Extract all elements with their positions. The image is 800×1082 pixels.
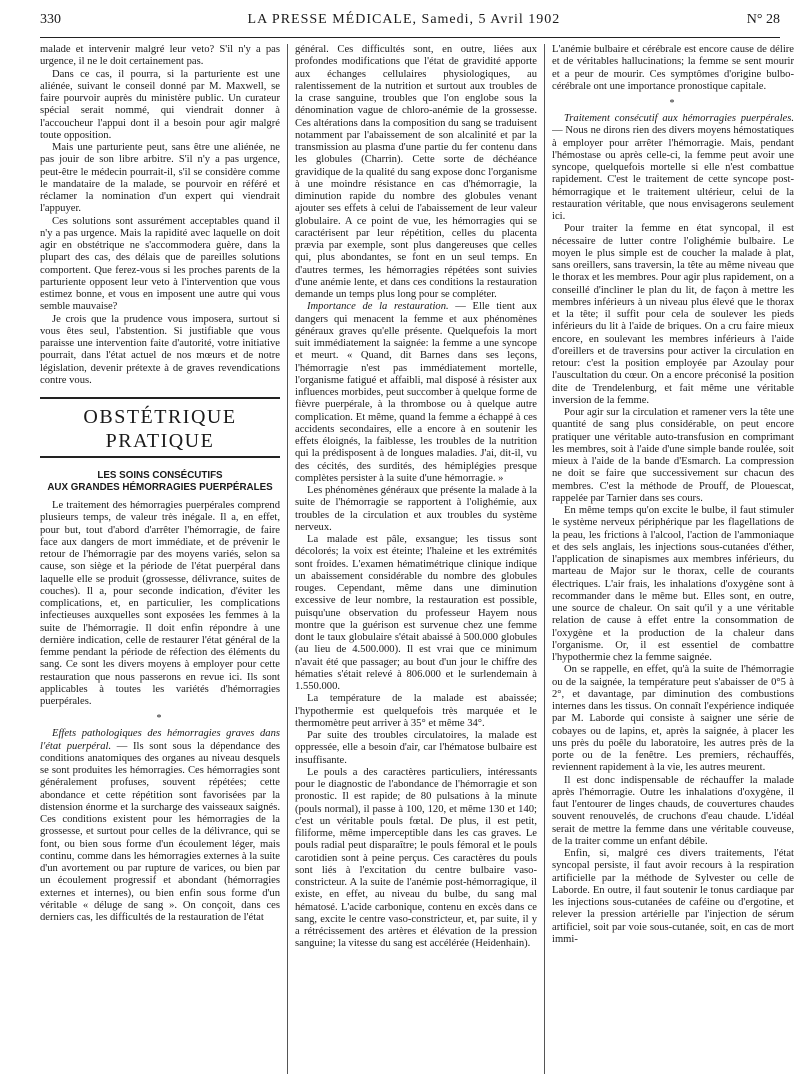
paragraph: Je crois que la prudence vous imposera, surtout si vous êtes seul, l'abstention. Si justifiable que vous paraisse une intervention faite d'autorité, votre initiative pourrait, dans l'état actuel de nos mœurs et de notre législation, devenir prétexte à de graves revendications contre vous. <box>40 313 280 386</box>
paragraph: Mais une parturiente peut, sans être une aliénée, ne pas jouir de son libre arbitre. S'il n'y a pas urgence, peut-être le médecin pourrait-il, s'il se considère comme le mandataire de la malade, se pourvoir en référé et réclamer la nomination d'un expert qui viendrait l'appuyer. <box>40 142 280 215</box>
paragraph-heading: Importance de la restauration. <box>307 301 449 313</box>
paragraph: La température de la malade est abaissée; l'hypothermie est quelquefois très marquée et le thermomètre peut arriver à 35° et même 34°. <box>295 693 537 729</box>
paragraph: malade et intervenir malgré leur veto? S'il n'y a pas urgence, il ne le doit certainement pas. <box>40 44 280 68</box>
paragraph: Le pouls a des caractères particuliers, intéressants pour le diagnostic de l'abondance de l'hémorragie et son pronostic. Il est rapide; de 80 pulsations à la minute (pouls normal), il passe à 100, 120, et même 130 et 140; c'est un véritable pouls fœtal. De plus, il est petit, filiforme, même imperceptible dans les cas graves. Le pouls radial peut disparaître; le pouls fémoral et le pouls carotidien sont à peine perçus. Ces caractères du pouls sont liés à l'excitation du centre bulbaire vaso-constricteur. A la suite de l'anémie post-hémorragique, il existe, en effet, au niveau du bulbe, du sang mal hématosé. L'acide carbonique, contenu en excès dans ce sang, excite le centre vaso-constricteur, et, par suite, il y a rétrécissement des artères et élévation de la pression sanguine; la vitesse du sang est accélérée (Heidenhain). <box>295 766 537 950</box>
column-rule <box>544 44 545 1074</box>
article-title <box>40 470 280 494</box>
paragraph: On se rappelle, en effet, qu'à la suite de l'hémorragie ou de la saignée, la température peut s'abaisser de 0°5 à 2°, et davantage, par diminution des combustions internes dans les tissus. On connaît l'expérience indiquée par M. Laborde qui consiste à saigner une série de cobayes ou de lapins, et, après la saignée, à placer les uns près du poêle du laboratoire, les autres près de la porte ou de la fenêtre. Les premiers, réchauffés, reviennent rapidement à la vie, les autres meurent. <box>552 664 794 774</box>
column-3 <box>552 44 794 1074</box>
article-columns <box>40 44 794 1074</box>
paragraph <box>552 113 794 223</box>
paragraph: Enfin, si, malgré ces divers traitements, l'état syncopal persiste, il faut avoir recours à la respiration artificielle par la méthode de Sylvester ou celle de Laborde. En outre, il faut soutenir le tonus cardiaque par les injections sous-cutanées de caféine ou d'ergotine, et relever la pression artérielle par l'injection de sérum artificiel, soit par voie sous-cutanée, soit, en cas de mort immi- <box>552 848 794 945</box>
paragraph: Les phénomènes généraux que présente la malade à la suite de l'hémorragie se rapportent à l'olighémie, aux troubles de la circulation et aux troubles du système nerveux. <box>295 485 537 533</box>
paragraph-body: — Nous ne dirons rien des divers moyens hémostatiques à employer pour arrêter l'hémorragie. Mais, pendant l'hémostase ou après celle-ci, la femme peut avoir une syncope, quelquefois mortelle si elle n'est combattue rapidement. C'est le traitement de cette syncope post-hémorragique et le traitement ultérieur, celui de la restauration véritable, que nous envisagerons seulement ici. <box>552 125 794 222</box>
paragraph-body: — Ils sont sous la dépendance des conditions anatomiques des organes au niveau desquels se sont produites les hémorragies. Ces hémorragies sont généralement profuses, souvent répétées; cette abondance et cette répétition sont favorisées par la distension énorme et la surcharge des vaisseaux saignés. Ces conditions existent pour les hémorragies de la grossesse, et surtout pour celles de la délivrance, qui se font, ou bien sous forme d'un écoulement léger, mais continu, comme dans les hémorragies externes à la suite d'un avortement ou par rupture de varices, ou bien par un écoulement progressif et abondant (hémorragies externes et internes), ou bien enfin sous forme d'un véritable « déluge de sang ». On conçoit, dans ces derniers cas, les difficultés de la restauration de l'état <box>40 740 280 923</box>
paragraph-heading: Effets pathologiques des hémorragies graves dans l'état puerpéral. <box>40 728 280 752</box>
paragraph: Pour traiter la femme en état syncopal, il est nécessaire de lutter contre l'olighémie bulbaire. Le moyen le plus simple est de coucher la malade à plat, sans oreillers, sans traversin, la tête au même niveau que le thorax et les membres. Pour agir plus rapidement, on a conseillé d'incliner le plan du lit, de façon à mettre les membres inférieurs à un niveau plus élevé que le thorax et la tête; il suffit pour cela de soulever les pieds inférieurs du lit à l'aide de briques. On a cru faire mieux encore, en soulevant les membres inférieurs à l'aide d'oreillers et de traversins pour activer la circulation en retour: c'est la position employée par Azoulay pour l'auscultation du cœur. On a encore préconisé la position dite de Trendelenburg, et fait même une véritable inversion de la femme. <box>552 223 794 406</box>
paragraph: Par suite des troubles circulatoires, la malade est oppressée, elle a besoin d'air, car l'hématose bulbaire est insuffisante. <box>295 730 537 766</box>
paragraph: La malade est pâle, exsangue; les tissus sont décolorés; la voix est éteinte; l'haleine et les extrémités sont froides. L'examen hématimétrique clinique indique un abaissement considérable du nombre des globules rouges. Cependant, même dans une diminution excessive de leur nombre, la restauration est possible, puisqu'une observation du professeur Hayem nous montre que la guérison est survenue chez une femme dont le taux globulaire s'était abaissé à 500.000 globules (au lieu de 4.500.000). Il est vrai que ce minimum n'avait été que passager; au bout d'un jour le chiffre des hématies s'était relevé à 806.000 et le surlendemain à 1.550.000. <box>295 534 537 692</box>
paragraph: Ces solutions sont assurément acceptables quand il n'y a pas urgence. Mais la rapidité avec laquelle on doit agir en obstétrique ne s'accommodera guère, dans la plupart des cas, des délais que de pareilles solutions comportent. Que ferez-vous si les proches parents de la parturiente opposent leur veto à l'intervention que vous estimez bonne, et vous en imposent une autre qui vous semble mauvaise? <box>40 215 280 313</box>
paragraph-heading: Traitement consécutif aux hémorragies puerpérales. <box>564 113 794 124</box>
column-rule <box>287 44 288 1074</box>
paragraph: Le traitement des hémorragies puerpérales comprend plusieurs temps, de valeur très inégale. Il a, en effet, pour but, tout d'abord d'arrêter l'hémorragie, de faire face aux dangers de mort immédiate, et de prévenir le retour de l'hémorragie par des moyens variés, selon sa cause, son siège et la période de l'état puerpéral dans laquelle elle se produit (grossesse, délivrance, suites de couches). Il a, pour seconde indication, d'éviter les complications, et, en particulier, les complications infectieuses auxquelles sont exposées les femmes à la suite de l'hémorragie. Il doit enfin répondre à une dernière indication, celle de restaurer l'état général de la femme pendant la période de réfection des éléments du sang. Ce sont les divers moyens à employer pour cette restauration que nous passerons en revue ici. Ils sont applicables à toutes les variétés d'hémorragies puerpérales. <box>40 500 280 707</box>
section-separator: * <box>669 98 677 109</box>
article-title-line-1: LES SOINS CONSÉCUTIFS <box>97 470 223 481</box>
paragraph-body: — Elle tient aux dangers qui menacent la femme et aux phénomènes généraux graves qu'elle présente. Quelquefois la mort suit immédiatement la saignée: la femme a une syncope et meurt. « Quand, dit Barnes dans ses leçons, l'hémorragie n'est pas immédiatement mortelle, l'organisme fatigué et affaibli, mal disposé à résister aux influences morbides, peut succomber à quelque forme de fièvre puerpérale, à la thrombose ou à quelque autre complication. Et même, quand la femme a échappé à ces accidents secondaires, elle a encore à en soutenir les effets éloignés, la faiblesse, les troubles de la nutrition qui la prédisposent à de longues maladies. J'ai, dit-il, vu des cécités, des surdités, des hémiplégies presque complètes persister à la suite d'une hémorragie. » <box>295 301 537 484</box>
section-separator: * <box>156 713 164 725</box>
journal-title: LA PRESSE MÉDICALE, Samedi, 5 Avril 1902 <box>247 12 561 27</box>
column-1 <box>40 44 280 1074</box>
paragraph: L'anémie bulbaire et cérébrale est encore cause de délire et de véritables hallucinations; la femme se sent mourir et a peur de mourir. Ces symptômes d'origine bulbo-cérébrale ont une importance pronostique capitale. <box>552 44 794 92</box>
page-number: 330 <box>40 12 61 27</box>
section-title: OBSTÉTRIQUE PRATIQUE <box>40 397 280 458</box>
paragraph: général. Ces difficultés sont, en outre, liées aux profondes modifications que l'état de gravidité apporte aux échanges cellulaires physiologiques, au ralentissement de la nutrition et surtout aux troubles de la crase sanguine, troubles que l'on englobe sous la dénomination vague de chloro-anémie de la grossesse. Ces altérations dans la composition du sang se traduisent notamment par l'abaissement de son alcalinité et par la transmission au plasma d'une partie du fer contenu dans les globules (Charrin). Cette sorte de déchéance gravidique de la qualité du sang expose donc l'organisme à une moindre résistance en cas d'hémorragie, la diminution rapide du nombre des globules venant ajouter ses effets à celui de l'abaissement de leur valeur globulaire. A ce point de vue, les hémorragies qui se caractérisent par leur répétition, celles du placenta prævia par exemple, sont plus dangereuses que celles qui, plus abondantes, se font en un seul temps. En d'autres termes, les hémorragies répétées sont suivies d'une anémie lente, et dans ces conditions la restauration demande un temps plus long pour se compléter. <box>295 44 537 300</box>
issue-number: N° 28 <box>746 12 780 27</box>
article-title-line-2: AUX GRANDES HÉMORRAGIES PUERPÉRALES <box>47 482 273 493</box>
paragraph: Il est donc indispensable de réchauffer la malade après l'hémorragie. Outre les inhalations d'oxygène, il faut l'entourer de linges chauds, de couvertures chaudes souvent renouvelés, de cruchons d'eau chaude. L'idéal serait de mettre la femme dans une véritable couveuse, de la traiter comme un enfant débile. <box>552 774 794 847</box>
page-header <box>40 12 780 38</box>
paragraph <box>295 301 537 485</box>
paragraph: Pour agir sur la circulation et ramener vers la tête une quantité de sang plus considérable, on peut encore pratiquer une véritable auto-transfusion en comprimant les membres, soit à l'aide d'une simple bande roulée, soit mieux à l'aide de la bande d'Esmarch. La compression ne doit se faire que successivement sur chacun des membres. C'est la méthode de Prouff, de Plouescat, rappelée par Tarnier dans ses cours. <box>552 407 794 504</box>
column-2 <box>295 44 537 1074</box>
paragraph <box>40 728 280 924</box>
paragraph: Dans ce cas, il pourra, si la parturiente est une aliénée, suivant le conseil donné par M. Maxwell, se faire pourvoir auprès du ministère public. Un curateur spécial serait nommé, qui viendrait donner à l'accoucheur l'appui dont il a besoin pour agir malgré toute opposition. <box>40 68 280 141</box>
paragraph: En même temps qu'on excite le bulbe, il faut stimuler le système nerveux périphérique par les flagellations de la peau, les frictions à l'alcool, l'action de l'ammoniaque et des sels anglais, les injections sous-cutanées d'éther, l'application de sinapismes aux membres inférieurs, du marteau de Major sur le thorax, celle de courants électriques. L'air frais, les inhalations d'oxygène sont à recommander dans le même but. Elles sont, en outre, une source de chaleur. On sait qu'il y a une véritable relation de cause à effet entre la consommation de l'oxygène et la production de la chaleur dans l'organisme. Or, il est essentiel de combattre l'hypothermie chez la femme saignée. <box>552 505 794 663</box>
